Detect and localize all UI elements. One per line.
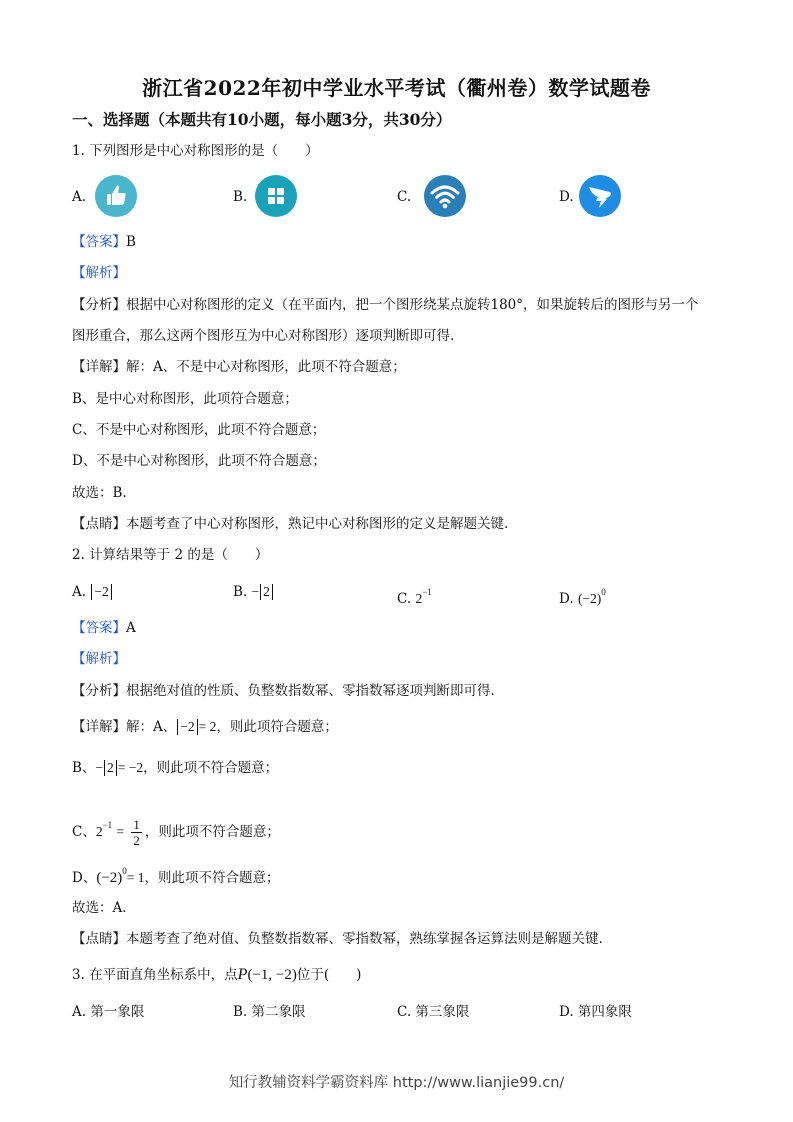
q1-option-d-label: D. [559, 189, 574, 205]
q3-option-a: A. 第一象限 [72, 1004, 145, 1020]
q3-option-c: C. 第三象限 [397, 1004, 470, 1020]
detail-tag: 【详解】 [72, 359, 126, 375]
q2-choose: 故选：A. [72, 900, 127, 916]
q2-answer [72, 619, 136, 637]
q2-fenxi [72, 682, 495, 700]
equals-sign: = [116, 824, 125, 839]
abs-expression: 2 [104, 760, 117, 776]
q2-detail-d [72, 862, 280, 887]
base: (−2) [96, 870, 123, 886]
fenxi-text: 根据中心对称图形的定义（在平面内，把一个图形绕某点旋转180°，如果旋转后的图形与另一个 [126, 297, 699, 313]
footer-watermark: 知行教辅资料学霸资料库 http://www.lianjie99.cn/ [228, 1075, 565, 1091]
q1-fenxi-1 [72, 296, 699, 314]
point-text: 本题考查了中心对称图形，熟记中心对称图形的定义是解题关键. [126, 516, 509, 532]
answer-value: B [126, 234, 136, 250]
exponent: 0 [122, 866, 127, 876]
q1-stem: 1. 下列图形是中心对称图形的是（ ） [72, 143, 319, 159]
q2-option-b [233, 583, 274, 601]
dingtalk-bird-icon [579, 175, 621, 217]
abs-expression: −2 [177, 719, 197, 735]
q2-option-c [397, 583, 432, 608]
minus-sign: − [251, 584, 260, 599]
point-tag: 【点睛】 [72, 931, 126, 947]
section-heading: 一、选择题（本题共有10小题，每小题3分，共30分） [72, 110, 452, 129]
q1-analysis-tag [72, 264, 126, 282]
q1-detail-a [72, 358, 406, 376]
q1-detail-d: D、不是中心对称图形，此项不符合题意； [72, 453, 326, 469]
option-label: D. [559, 591, 574, 607]
thumbs-up-icon [95, 175, 137, 217]
base: (−2) [577, 591, 602, 606]
detail-prefix: D、 [72, 870, 97, 886]
q1-detail-b: B、是中心对称图形，此项符合题意； [72, 391, 298, 407]
wifi-icon [424, 175, 466, 217]
answer-tag: 【答案】 [72, 620, 126, 636]
q1-detail-c: C、不是中心对称图形，此项不符合题意； [72, 422, 326, 438]
abs-expression: 2 [260, 584, 273, 600]
q2-detail-b [72, 759, 278, 777]
detail-prefix: 解：A、 [126, 719, 177, 735]
q3-option-b: B. 第二象限 [233, 1004, 306, 1020]
fenxi-tag: 【分析】 [72, 683, 126, 699]
windows-grid-icon [255, 175, 297, 217]
q1-point [72, 515, 508, 533]
option-label: C. [397, 591, 412, 607]
fraction-numerator: 1 [133, 817, 140, 832]
answer-value: A [126, 620, 136, 636]
detail-suffix: ，则此项符合题意； [216, 719, 338, 735]
analysis-tag: 【解析】 [72, 265, 126, 281]
exponent: −1 [102, 820, 113, 830]
q2-option-a [72, 583, 113, 601]
q2-detail-c [72, 808, 280, 848]
q1-fenxi-2: 图形重合，那么这两个图形互为中心对称图形）逐项判断即可得. [72, 328, 455, 344]
q1-choose: 故选：B. [72, 485, 127, 501]
exponent: 0 [601, 587, 606, 597]
stem-suffix: 位于( ) [296, 967, 362, 983]
equation-rhs: = 1 [126, 870, 145, 885]
q3-stem [72, 966, 361, 984]
base: 2 [415, 591, 423, 606]
analysis-tag: 【解析】 [72, 651, 126, 667]
q1-answer [72, 233, 136, 251]
equation-rhs: = 2 [198, 719, 217, 734]
q1-option-b-label: B. [233, 189, 248, 205]
detail-suffix: ，则此项不符合题意； [143, 760, 279, 776]
equation-rhs: = −2 [117, 760, 144, 775]
page-title: 浙江省2022年初中学业水平考试（衢州卷）数学试题卷 [142, 76, 651, 100]
exponent: −1 [422, 587, 432, 597]
q3-option-d: D. 第四象限 [559, 1004, 632, 1020]
point-tag: 【点睛】 [72, 516, 126, 532]
detail-prefix: B、 [72, 760, 96, 776]
fenxi-tag: 【分析】 [72, 297, 126, 313]
q2-point [72, 930, 603, 948]
fraction-denominator: 2 [133, 833, 140, 848]
q1-option-a-label: A. [72, 189, 87, 205]
point-text: 本题考查了绝对值、负整数指数幂、零指数幂，熟练掌握各运算法则是解题关键. [126, 931, 603, 947]
fraction [131, 817, 142, 848]
q1-option-c-label: C. [397, 189, 412, 205]
detail-suffix: ，则此项不符合题意； [144, 824, 280, 840]
abs-expression: −2 [91, 584, 111, 600]
detail-tag: 【详解】 [72, 719, 126, 735]
point-coords: (−1, −2) [247, 967, 297, 983]
q2-option-d [559, 583, 606, 608]
q2-stem: 2. 计算结果等于 2 的是（ ） [72, 547, 269, 563]
stem-prefix: 3. 在平面直角坐标系中，点 [72, 967, 238, 983]
base: 2 [95, 824, 103, 839]
q2-analysis-tag [72, 650, 126, 668]
minus-sign: − [95, 760, 104, 775]
fenxi-text: 根据绝对值的性质、负整数指数幂、零指数幂逐项判断即可得. [126, 683, 495, 699]
point-label: P [237, 966, 248, 983]
detail-suffix: ，则此项不符合题意； [144, 870, 280, 886]
option-label: A. [72, 584, 87, 600]
detail-text: 解：A、不是中心对称图形，此项不符合题意； [126, 359, 406, 375]
detail-prefix: C、 [72, 824, 96, 840]
q2-detail-a [72, 718, 338, 736]
option-label: B. [233, 584, 248, 600]
answer-tag: 【答案】 [72, 234, 126, 250]
